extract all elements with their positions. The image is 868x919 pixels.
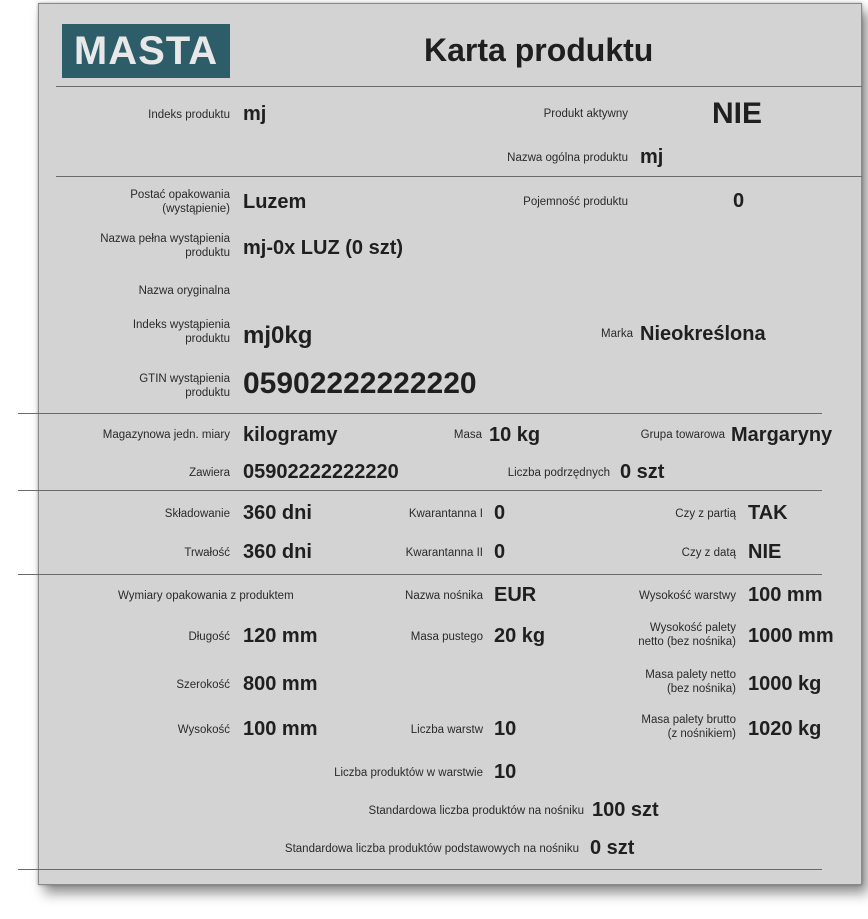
jm-label: Magazynowa jedn. miary xyxy=(102,429,230,441)
std-nosnik-label: Standardowa liczba produktów na nośniku xyxy=(368,805,584,817)
pojemnosc-value: 0 xyxy=(733,190,745,212)
aktywny-value: NIE xyxy=(712,97,763,130)
divider xyxy=(56,176,862,177)
w-warstwie-label: Liczba produktów w warstwie xyxy=(334,767,483,779)
nazwa-pelna-label: Nazwa pełna wystąpienia produktu xyxy=(100,233,230,259)
partia-value: TAK xyxy=(748,502,788,524)
grupa-value: Margaryny xyxy=(731,424,833,446)
marka-value: Nieokreślona xyxy=(640,323,766,345)
skladowanie-label: Składowanie xyxy=(164,508,230,520)
masa-label: Masa xyxy=(453,429,482,441)
data-value: NIE xyxy=(748,541,782,563)
szerokosc-label: Szerokość xyxy=(176,679,230,691)
masa-pustego-value: 20 kg xyxy=(494,625,546,647)
dlugosc-value: 120 mm xyxy=(243,625,318,647)
wysokosc-value: 100 mm xyxy=(243,718,318,740)
kwarantanna2-value: 0 xyxy=(494,541,506,563)
nosnik-label: Nazwa nośnika xyxy=(405,590,483,602)
divider xyxy=(56,86,862,87)
dlugosc-label: Długość xyxy=(188,631,230,643)
kwarantanna2-label: Kwarantanna II xyxy=(405,547,483,559)
nazwa-ogolna-value: mj xyxy=(640,146,664,168)
wys-warstwy-label: Wysokość warstwy xyxy=(638,590,736,602)
masta-logo: MASTA xyxy=(62,24,230,78)
marka-label: Marka xyxy=(601,328,633,340)
aktywny-label: Produkt aktywny xyxy=(543,108,628,120)
nazwa-pelna-value: mj-0x LUZ (0 szt) xyxy=(243,237,404,259)
szerokosc-value: 800 mm xyxy=(243,673,318,695)
indeks-value: mj xyxy=(243,103,267,125)
wys-palety-value: 1000 mm xyxy=(748,625,834,647)
indeks-wyst-value: mj0kg xyxy=(243,322,313,349)
indeks-wyst-label: Indeks wystąpienia produktu xyxy=(132,319,230,345)
data-label: Czy z datą xyxy=(681,547,736,559)
std-podst-label: Standardowa liczba produktów podstawowych na nośniku xyxy=(284,843,579,855)
masa-brutto-label: Masa palety brutto (z nośnikiem) xyxy=(641,714,736,740)
gtin-value: 05902222222220 xyxy=(243,367,477,400)
kwarantanna1-value: 0 xyxy=(494,502,506,524)
nazwa-ogolna-label: Nazwa ogólna produktu xyxy=(507,152,628,164)
postac-value: Luzem xyxy=(243,191,307,213)
divider xyxy=(18,490,822,491)
std-nosnik-value: 100 szt xyxy=(592,799,659,821)
masa-value: 10 kg xyxy=(489,424,541,446)
nazwa-oryginalna-label: Nazwa oryginalna xyxy=(138,285,230,297)
jm-value: kilogramy xyxy=(243,424,338,446)
liczba-warstw-value: 10 xyxy=(494,718,517,740)
w-warstwie-value: 10 xyxy=(494,761,517,783)
wys-warstwy-value: 100 mm xyxy=(748,584,823,606)
wysokosc-label: Wysokość xyxy=(177,724,230,736)
page-title: Karta produktu xyxy=(424,32,654,68)
nosnik-value: EUR xyxy=(494,584,537,606)
zawiera-label: Zawiera xyxy=(189,467,230,479)
masa-netto-label: Masa palety netto (bez nośnika) xyxy=(645,669,736,695)
divider xyxy=(18,574,822,575)
zawiera-value: 05902222222220 xyxy=(243,461,399,483)
indeks-label: Indeks produktu xyxy=(148,109,230,121)
gtin-label: GTIN wystąpienia produktu xyxy=(139,373,230,399)
std-podst-value: 0 szt xyxy=(590,837,635,859)
masa-brutto-value: 1020 kg xyxy=(748,718,822,740)
divider xyxy=(18,869,822,870)
postac-label: Postać opakowania (wystąpienie) xyxy=(130,189,230,215)
liczba-warstw-label: Liczba warstw xyxy=(410,724,483,736)
partia-label: Czy z partią xyxy=(675,508,736,520)
divider xyxy=(18,413,822,414)
trwalosc-label: Trwałość xyxy=(184,547,230,559)
pojemnosc-label: Pojemność produktu xyxy=(523,196,628,208)
masa-netto-value: 1000 kg xyxy=(748,673,822,695)
grupa-label: Grupa towarowa xyxy=(640,429,725,441)
podrzednych-label: Liczba podrzędnych xyxy=(507,467,610,479)
masa-pustego-label: Masa pustego xyxy=(410,631,483,643)
kwarantanna1-label: Kwarantanna I xyxy=(408,508,483,520)
wys-palety-label: Wysokość palety netto (bez nośnika) xyxy=(638,622,736,648)
skladowanie-value: 360 dni xyxy=(243,502,312,524)
wymiary-label: Wymiary opakowania z produktem xyxy=(118,590,294,602)
trwalosc-value: 360 dni xyxy=(243,541,312,563)
podrzednych-value: 0 szt xyxy=(620,461,665,483)
